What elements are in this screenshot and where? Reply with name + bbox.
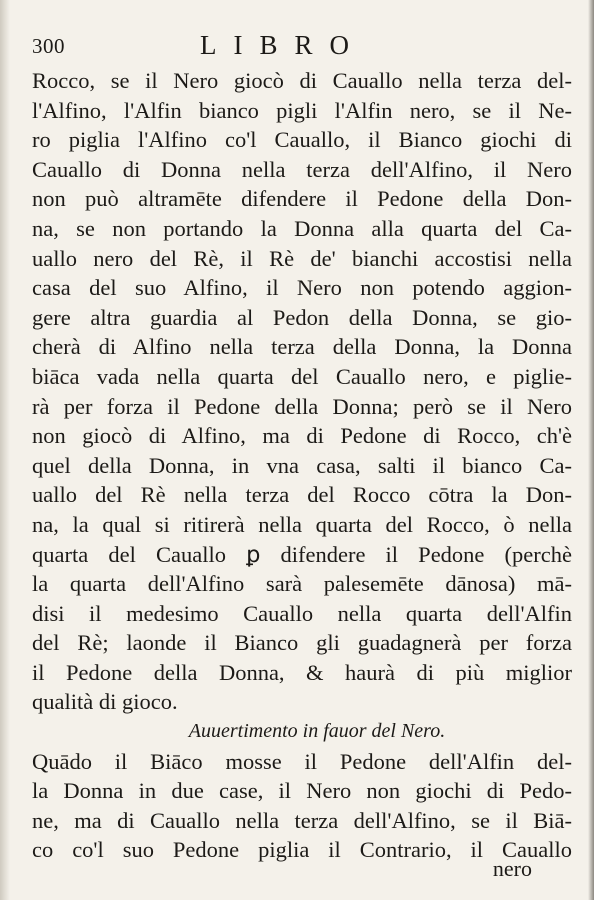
section-text-line: la Donna in due case, il Nero non giochi di Pedo- <box>32 778 572 804</box>
text-line: Rocco, se il Nero giocò di Cauallo nella terza del- <box>32 68 572 93</box>
text-line: cherà di Alfino nella terza della Donna, la Donna <box>32 334 572 360</box>
text-line: non giocò di Alfino, ma di Pedone di Rocco, ch'è <box>32 423 572 449</box>
text-line: uallo del Rè nella terza del Rocco cōtra la Don- <box>32 482 572 508</box>
page-number: 300 <box>32 34 65 58</box>
text-line: na, se non portando la Donna alla quarta del Ca- <box>32 215 572 241</box>
text-line: del Rè; laonde il Bianco gli guadagnerà per forza <box>32 630 572 656</box>
text-line: casa del suo Alfino, il Nero non potendo aggion- <box>32 275 572 301</box>
section-text-line: ne, ma di Cauallo nella terza dell'Alfino, se il Biā- <box>32 807 572 833</box>
body-text <box>32 66 572 865</box>
section-heading: Auuertimento in fauor del Nero. <box>188 720 446 743</box>
text-line: non può altramēte difendere il Pedone della Don- <box>32 186 572 212</box>
text-line: rà per forza il Pedone della Donna; però se il Nero <box>32 393 572 419</box>
text-line: la quarta dell'Alfino sarà palesemēte dānosa) mā- <box>32 571 572 597</box>
section-text-line: co co'l suo Pedone piglia il Contrario, il Cauallo <box>32 837 572 863</box>
page-edge <box>588 0 594 900</box>
text-line: quel della Donna, in vna casa, salti il bianco Ca- <box>32 452 572 478</box>
text-line: Cauallo di Donna nella terza dell'Alfino, il Nero <box>32 156 572 182</box>
section-text-line: Quādo il Biāco mosse il Pedone dell'Alfin del- <box>32 748 572 774</box>
text-line: gere altra guardia al Pedon della Donna, se gio- <box>32 304 572 330</box>
gutter-shadow <box>0 0 10 900</box>
text-line: na, la qual si ritirerà nella quarta del Rocco, ò nella <box>32 511 572 537</box>
running-head: LIBRO <box>200 30 366 60</box>
text-line: il Pedone della Donna, & haurà di più miglior <box>32 659 572 685</box>
text-line: disi il medesimo Cauallo nella quarta dell'Alfin <box>32 600 572 626</box>
text-line: biāca vada nella quarta del Cauallo nero, e piglie- <box>32 363 572 389</box>
catchword: nero <box>492 856 532 881</box>
text-line: ro piglia l'Alfino co'l Cauallo, il Bianco giochi di <box>32 127 572 153</box>
text-line: qualità di gioco. <box>32 689 178 715</box>
text-line: quarta del Cauallo ꝑ difendere il Pedone (perchè <box>32 541 572 567</box>
text-line: uallo nero del Rè, il Rè de' bianchi accostisi nella <box>32 245 572 271</box>
text-line: l'Alfino, l'Alfin bianco pigli l'Alfin nero, se il Ne- <box>32 97 572 123</box>
